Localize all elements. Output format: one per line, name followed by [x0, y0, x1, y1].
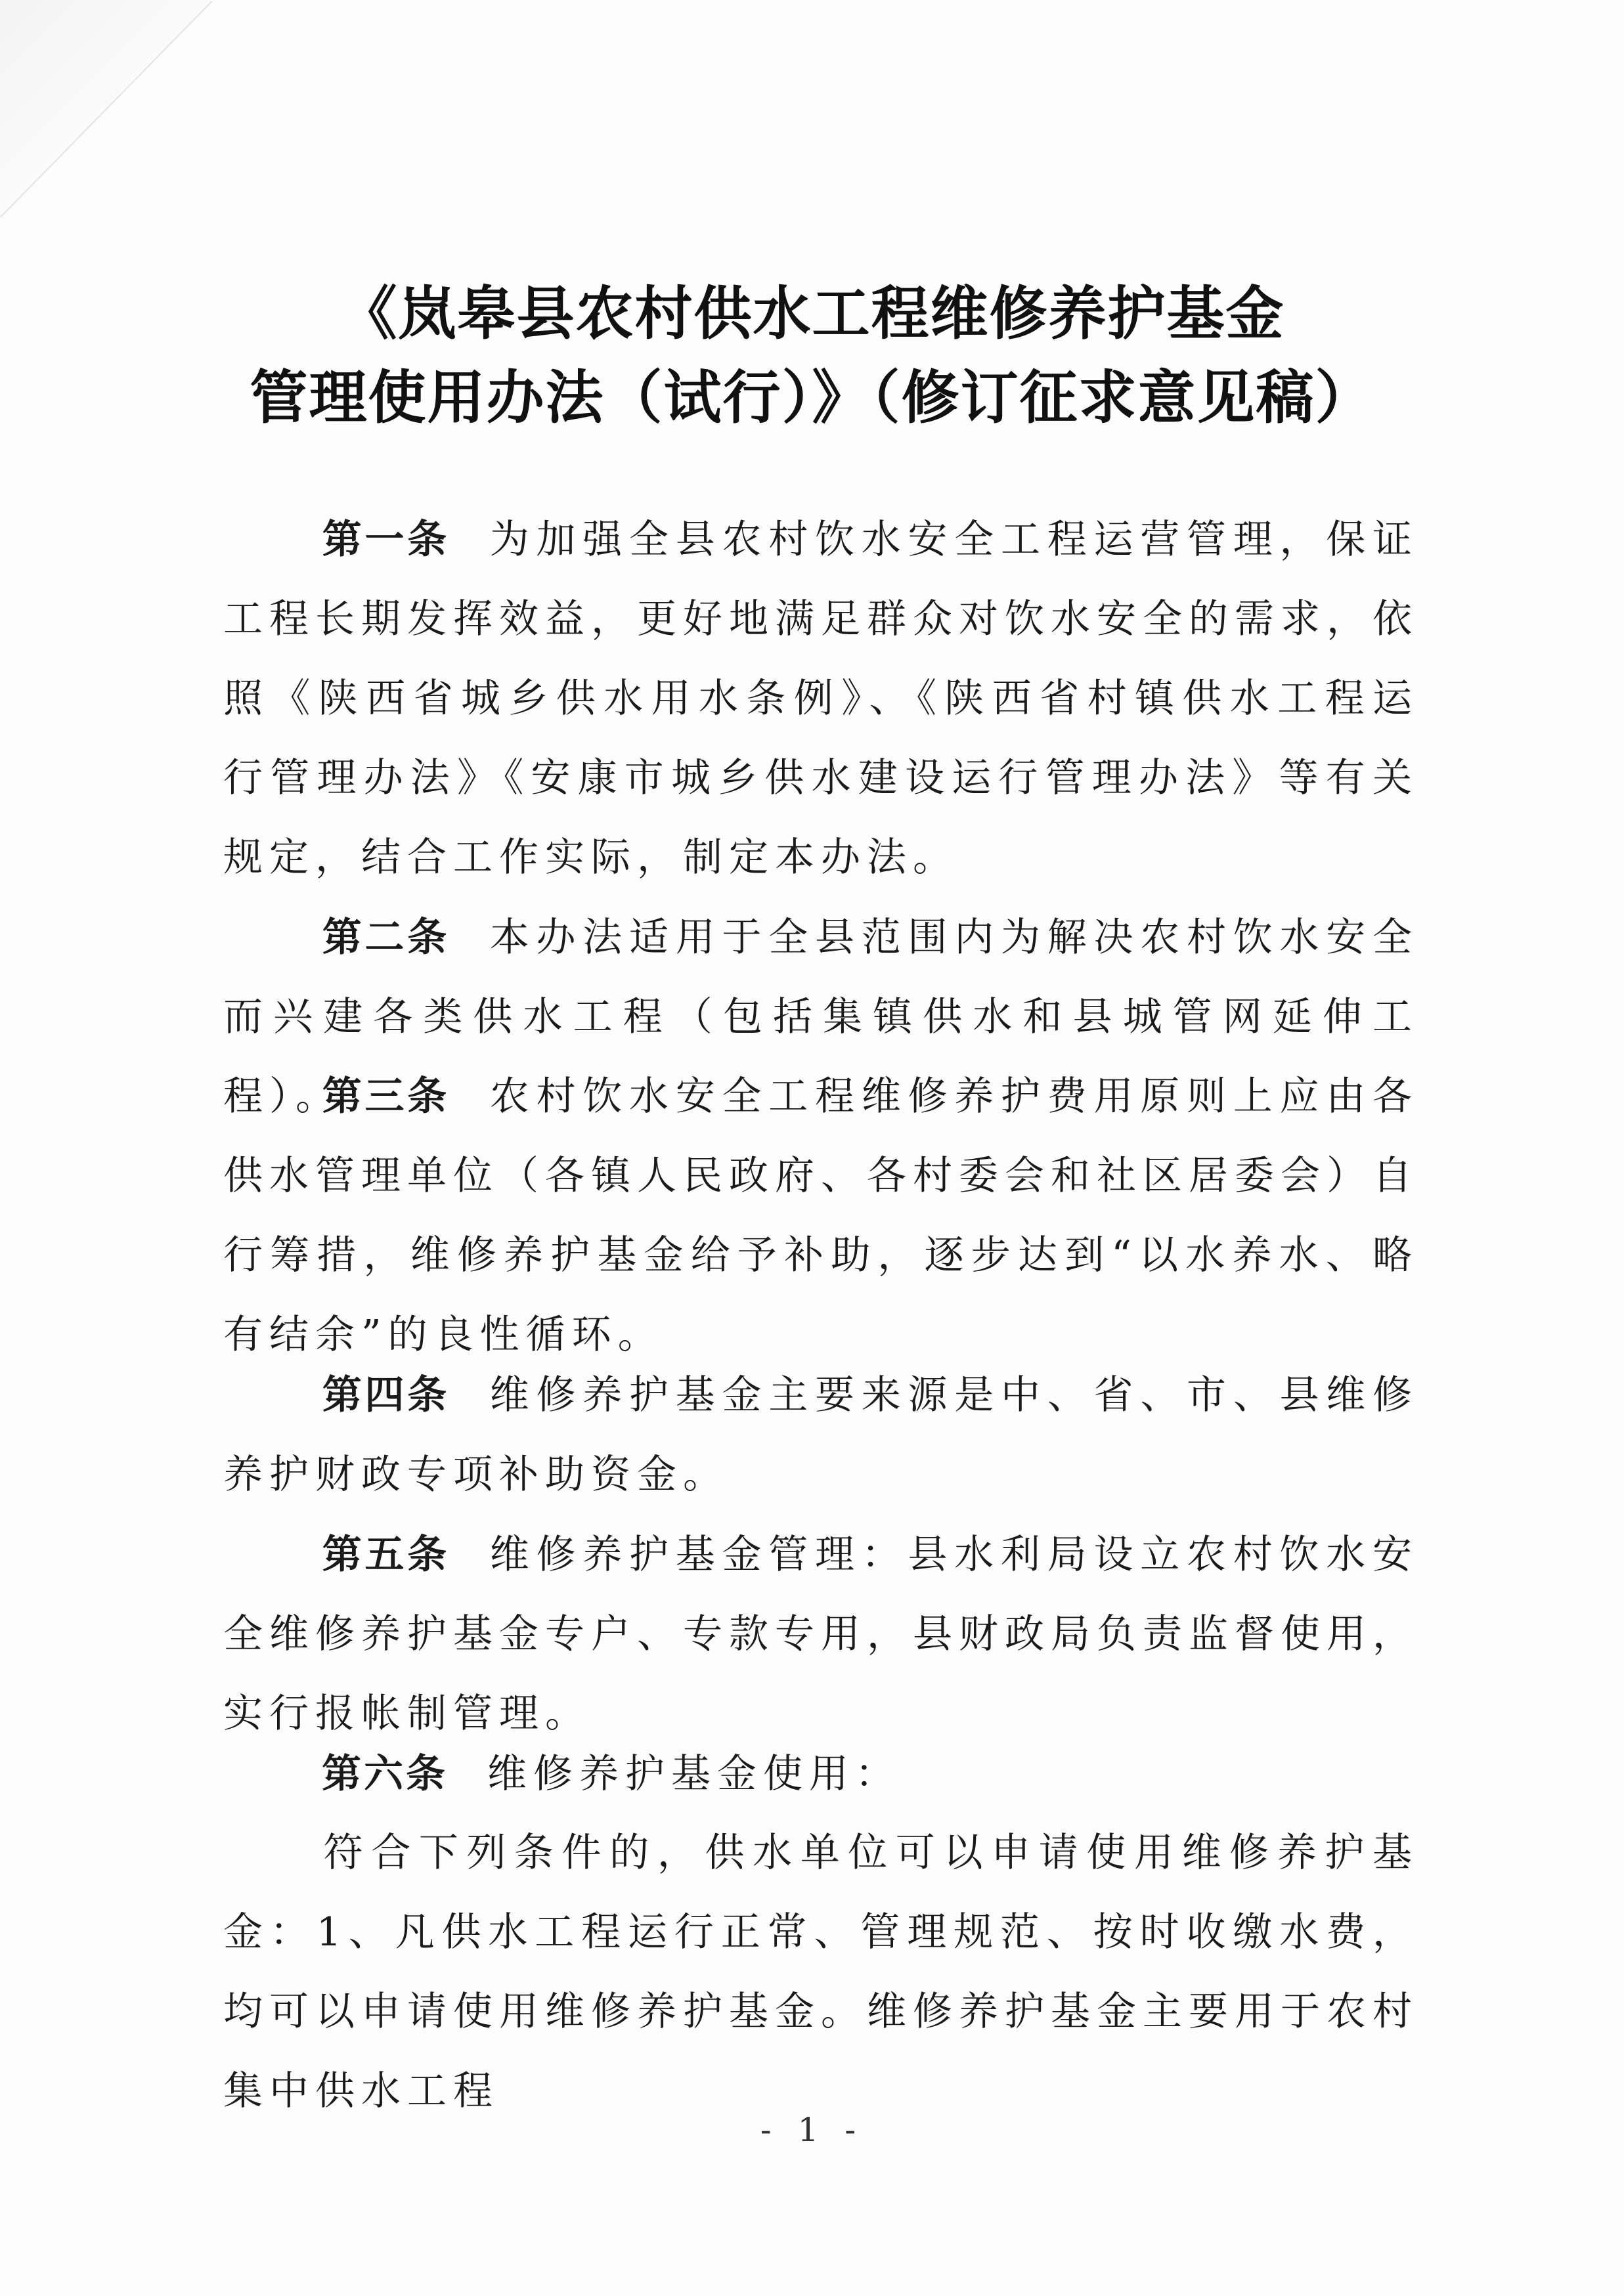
article-label: 第二条	[322, 915, 450, 961]
paragraph-text: 符合下列条件的，供水单位可以申请使用维修养护基金：1、凡供水工程运行正常、管理规范、按时收缴水费，均可以申请使用维修养护基金。维修养护基金主要用于农村集中供水工程	[223, 1830, 1418, 2114]
article-label: 第五条	[322, 1532, 450, 1578]
article-5	[223, 1515, 1418, 1754]
article-label: 第六条	[322, 1751, 448, 1797]
article-text: 本办法适用于全县范围内为解决农村饮水安全而兴建各类供水工程（包括集镇供水和县城管网延伸工程）。	[223, 915, 1418, 1119]
article-text: 农村饮水安全工程维修养护费用原则上应由各供水管理单位（各镇人民政府、各村委会和社区居委会）自行筹措，维修养护基金给予补助，逐步达到“以水养水、略有结余”的良性循环。	[223, 1073, 1418, 1358]
article-6	[223, 1735, 1418, 1814]
article-label: 第三条	[322, 1073, 450, 1119]
article-label: 第一条	[322, 517, 450, 563]
page-number: - 1 -	[760, 2111, 864, 2149]
article-label: 第四条	[322, 1372, 450, 1418]
article-text: 维修养护基金主要来源是中、省、市、县维修养护财政专项补助资金。	[223, 1372, 1418, 1498]
document-title-line-2: 管理使用办法（试行）》（修订征求意见稿）	[250, 364, 1374, 431]
article-text: 维修养护基金管理：县水利局设立农村饮水安全维修养护基金专户、专款专用，县财政局负责监督使用，实行报帐制管理。	[223, 1532, 1418, 1737]
article-text: 维修养护基金使用：	[487, 1751, 901, 1797]
document-title-line-1: 《岚皋县农村供水工程维修养护基金	[339, 280, 1285, 347]
article-3	[223, 1057, 1418, 1375]
article-4	[223, 1356, 1418, 1515]
article-text: 为加强全县农村饮水安全工程运营管理，保证工程长期发挥效益，更好地满足群众对饮水安全的需求，依照《陕西省城乡供水用水条例》、《陕西省村镇供水工程运行管理办法》《安康市城乡供水建设运行管理办法》等有关规定，结合工作实际，制定本办法。	[223, 517, 1418, 880]
paragraph-conditions	[223, 1813, 1418, 2131]
article-1	[223, 500, 1418, 898]
